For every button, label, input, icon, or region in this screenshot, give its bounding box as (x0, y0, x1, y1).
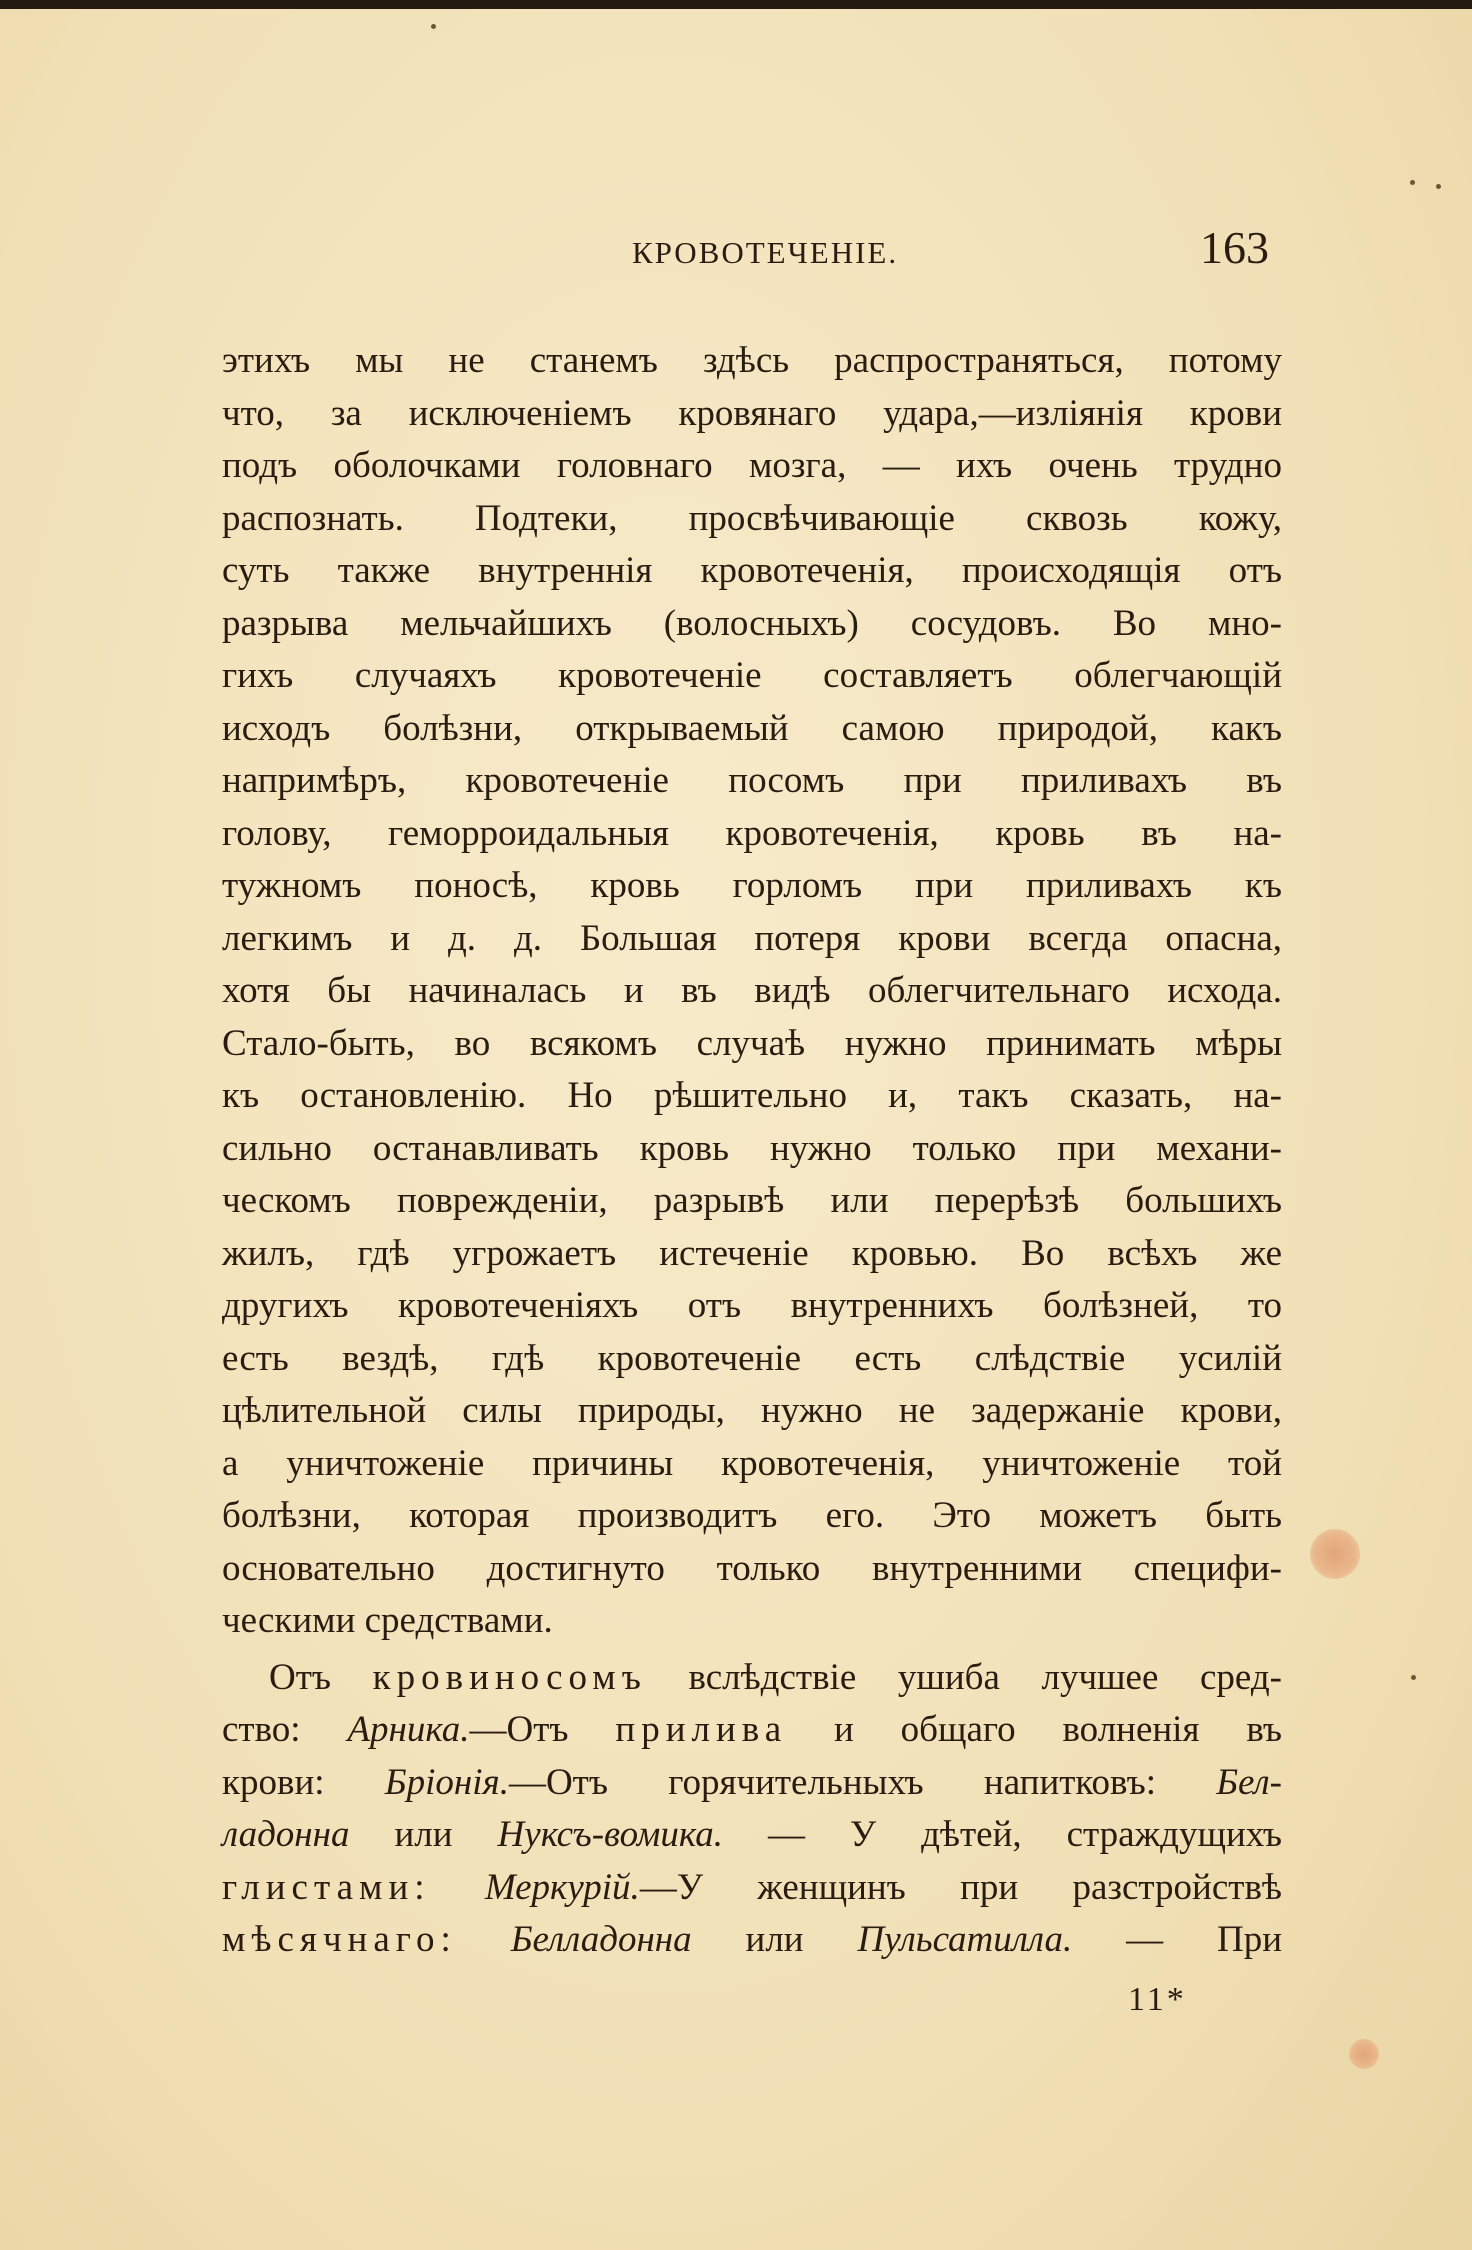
text-line: напримѣръ, кровотеченіе посомъ при приливахъ въ (222, 760, 1282, 801)
body-text (222, 335, 1282, 1967)
text-run: — При (1072, 1919, 1282, 1960)
text-run: крови: (222, 1761, 385, 1803)
text-line: что, за исключеніемъ кровянаго удара,—изліянія крови (222, 392, 1282, 434)
paper-speck (431, 24, 436, 29)
text-line: Стало-быть, во всякомъ случаѣ нужно принимать мѣры (222, 1022, 1282, 1064)
remedy-name: Меркурій. (484, 1866, 640, 1908)
text-line: легкимъ и д. д. Большая потеря крови всегда опасна, (222, 917, 1282, 959)
paper-speck (1436, 184, 1441, 189)
spaced-term: прилива (615, 1709, 788, 1750)
text-run: вслѣдствіе ушиба лучшее сред- (646, 1656, 1282, 1698)
text-line: хотя бы начиналась и въ видѣ облегчительнаго исхода. (222, 970, 1282, 1011)
page-number: 163 (1200, 222, 1269, 273)
text-line: жилъ, гдѣ угрожаетъ истеченіе кровью. Во всѣхъ же (222, 1232, 1282, 1274)
text-run: или (691, 1919, 858, 1960)
text-line: этихъ мы не станемъ здѣсь распространяться, потому (222, 340, 1282, 381)
text-run (457, 1919, 511, 1960)
remedy-name: Арника. (347, 1709, 470, 1750)
text-line: гихъ случаяхъ кровотеченіе составляетъ облегчающій (222, 655, 1282, 696)
text-line: а уничтоженіе причины кровотеченія, уничтоженіе той (222, 1442, 1282, 1484)
text-line: подъ оболочками головнаго мозга, — ихъ очень трудно (222, 445, 1282, 486)
text-line: болѣзни, которая производитъ его. Это можетъ быть (222, 1495, 1282, 1536)
remedy-name: Бріонія. (384, 1761, 509, 1803)
text-run: — У дѣтей, страждущихъ (722, 1814, 1282, 1855)
paragraph-2 (222, 1652, 1282, 1967)
text-line (222, 1862, 1282, 1915)
scan-top-edge (0, 0, 1472, 9)
text-line: ческими средствами. (222, 1600, 553, 1641)
text-line: исходъ болѣзни, открываемый самою природой, какъ (222, 707, 1282, 749)
text-line (222, 1704, 1282, 1757)
book-page (0, 9, 1472, 2250)
text-line: есть вездѣ, гдѣ кровотеченіе есть слѣдствіе усилій (222, 1337, 1282, 1379)
paper-speck (1411, 1675, 1416, 1680)
text-line: распознать. Подтеки, просвѣчивающіе сквозь кожу, (222, 497, 1282, 539)
text-line (222, 1757, 1282, 1810)
paragraph-1 (222, 335, 1282, 1648)
text-line: сильно останавливать кровь нужно только при механи- (222, 1127, 1282, 1169)
running-head: КРОВОТЕЧЕНІЕ. (632, 235, 899, 270)
text-line: голову, геморроидальныя кровотеченія, кровь въ на- (222, 812, 1282, 854)
text-line: къ остановленію. Но рѣшительно и, такъ сказать, на- (222, 1075, 1282, 1116)
remedy-name: Нуксъ-вомика. (497, 1814, 723, 1855)
text-line: суть также внутреннія кровотеченія, происходящія отъ (222, 550, 1282, 591)
remedy-name: Белладонна (510, 1919, 692, 1960)
spaced-term: глистами: (222, 1866, 431, 1908)
signature-mark: 11* (1128, 1981, 1187, 2018)
text-line: основательно достигнуто только внутренними специфи- (222, 1547, 1282, 1589)
text-line: разрыва мельчайшихъ (волосныхъ) сосудовъ. Во мно- (222, 602, 1282, 644)
text-line: цѣлительной силы природы, нужно не задержаніе крови, (222, 1390, 1282, 1431)
remedy-name: Бел- (1216, 1761, 1282, 1803)
text-run: —Отъ горячительныхъ напитковъ: (508, 1761, 1217, 1803)
spaced-term: кровиносомъ (372, 1656, 647, 1698)
text-run: и общаго волненія въ (787, 1709, 1282, 1750)
text-line: другихъ кровотеченіяхъ отъ внутреннихъ болѣзней, то (222, 1285, 1282, 1326)
paper-speck (1410, 180, 1415, 185)
text-line: тужномъ поносѣ, кровь горломъ при приливахъ къ (222, 865, 1282, 906)
text-line: ческомъ поврежденіи, разрывѣ или перерѣзѣ большихъ (222, 1180, 1282, 1221)
text-run: —У женщинъ при разстройствѣ (639, 1866, 1283, 1908)
text-run: ство: (222, 1709, 348, 1750)
text-run: Отъ (269, 1656, 373, 1698)
remedy-name: Пульсатилла. (857, 1919, 1073, 1960)
text-run: —Отъ (469, 1709, 616, 1750)
text-line (222, 1914, 1282, 1967)
text-run (431, 1867, 485, 1908)
text-line (222, 1652, 1282, 1705)
remedy-name: ладонна (222, 1814, 350, 1855)
paper-stain (1310, 1529, 1360, 1579)
spaced-term: мѣсячнаго: (222, 1919, 457, 1960)
text-run: или (349, 1814, 498, 1855)
paper-stain (1349, 2039, 1379, 2069)
text-line (222, 1809, 1282, 1862)
